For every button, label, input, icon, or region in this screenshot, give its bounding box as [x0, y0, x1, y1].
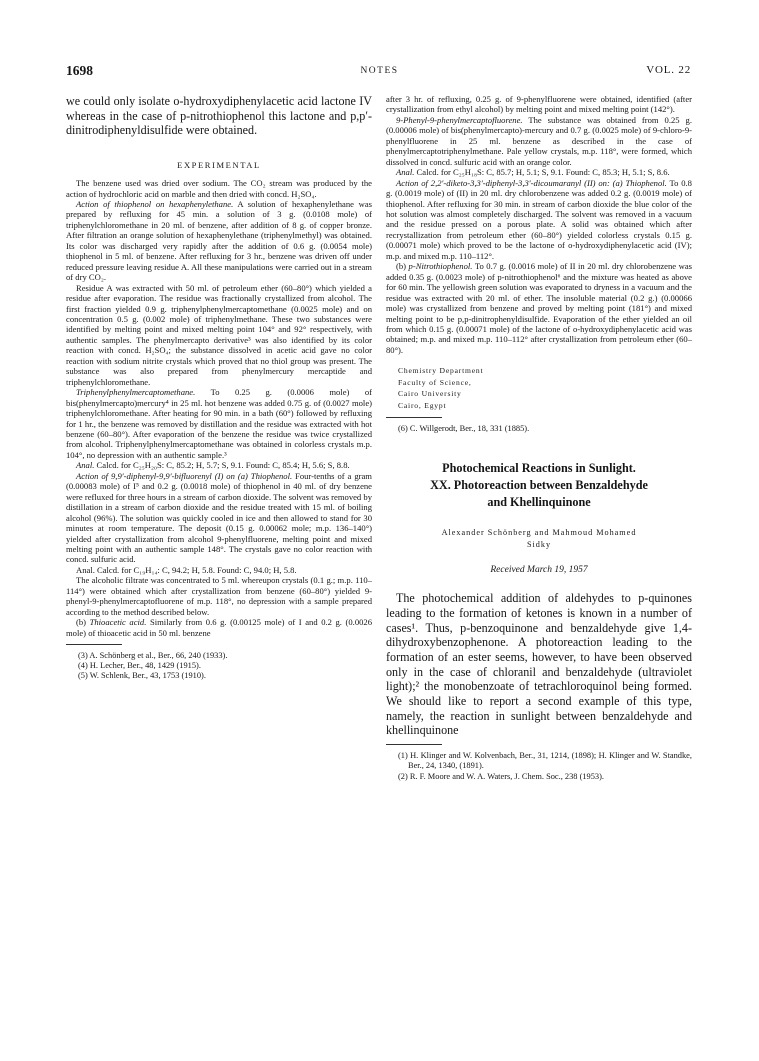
- paragraph: 9-Phenyl-9-phenylmercaptofluorene. The substance was obtained from 0.25 g. (0.00006 mole) of bis(phenylmercapto)-mercury and 0.7 g. (0.0025 mole) of 9-chloro-9-phenylfluorene in 25 ml. benzene as described in the case of phenylmercaptotriphenylmethane. Pale yellow crystals, m.p. 118°, were formed, which dissolved in concd. sulfuric acid with an orange color.: [386, 114, 692, 167]
- right-column: [386, 94, 692, 782]
- analysis-line: Anal. Calcd. for C₂₅H₂₀S: C, 85.2; H, 5.7; S, 9.1. Found: C, 85.4; H, 5.6; S, 8.8.: [76, 460, 350, 471]
- page-header: [0, 0, 759, 80]
- footnotes: [386, 424, 692, 434]
- paragraph: Action of 2,2′-diketo-3,3′-diphenyl-3,3′-dicoumaranyl (II) on: (a) Thiophenol. To 0.8 g. (0.0019 mole) of (II) in 20 ml. dry chlorobenzene was added 0.2 g. (0.0019 mole) of thiophenol. After refluxing for 30 min. in stream of carbon dioxide the blue color of the hot solution was almost completely discharged. The solvent was removed in a vacuum and the residue pressed on a porous plate. A solid was obtained which after recrystallization from petroleum ether (60–80°) yielded colorless crystals 0.15 g. (0.00071 mole) which proved to be the lactone of o-hydroxydiphenylacetic acid (IV); m.p. and mixed m.p. 110–112°.: [386, 177, 692, 261]
- body-paragraph: The photochemical addition of aldehydes to p-quinones leading to the formation of ketones is known in a number of cases¹. Thus, p-benzoquinone and benzaldehyde give 1,4-dihydroxybenzophenone. A photoreaction leading to the formation of an ester seems, however, to have been observed only in the case of chloranil and benzaldehyde (ultraviolet light);² the monobenzoate of tetrachloroquinol being formed. We should like to report a second example of this type, namely, the reaction in sunlight between benzaldehyde and khellinquinone: [386, 591, 692, 738]
- footnote-rule: [386, 744, 442, 745]
- paragraph-title: Thioacetic acid.: [89, 617, 147, 628]
- volume-label: VOL. 22: [646, 64, 691, 76]
- paragraph-title: p-Nitrothiophenol.: [408, 261, 473, 272]
- paragraph: Residue A was extracted with 50 ml. of petroleum ether (60–80°) which yielded a residue after evaporation. The residue was fractionally crystallized from alcohol. The first fraction yielded 0.9 g. triphenylphenylmercaptomethane (0.0025 mole) and on concentration 0.5 g. (0.002 mole) of triphenylmethane. These two substances were identified by melting point and mixed melting point 104° and 92° respectively, with authentic samples. The phenylmercapto derivative³ was also identified by its color reaction with concd. H₂SO₄; the substance dissolved in acetic acid gave no color reaction with sodium nitrite crystals which proved that no thiol group was present. The substance was also prepared from phenylmercury mercaptide and triphenylchloromethane.: [66, 282, 372, 387]
- paragraph-title: Action of 2,2′-diketo-3,3′-diphenyl-3,3′-dicoumaranyl (II) on: (a) Thiophenol.: [396, 177, 667, 188]
- footnote: (6) C. Willgerodt, Ber., 18, 331 (1885).: [398, 423, 530, 433]
- running-title: NOTES: [360, 66, 399, 76]
- affiliation-line: Cairo University: [398, 389, 462, 399]
- footnote: (2) R. F. Moore and W. A. Waters, J. Chem. Soc., 238 (1953).: [398, 771, 604, 781]
- footnote: (4) H. Lecher, Ber., 48, 1429 (1915).: [78, 661, 201, 671]
- article-title: Photochemical Reactions in Sunlight. XX. Photoreaction between Benzaldehyde and Khellinquinone: [430, 461, 648, 510]
- paragraph: after 3 hr. of refluxing, 0.25 g. of 9-phenylfluorene were obtained, identified (after crystallization from ethyl alcohol) by melting point and mixed melting point (142°).: [386, 94, 692, 115]
- affiliation-line: Faculty of Science,: [398, 377, 472, 387]
- paragraph-title: 9-Phenyl-9-phenylmercaptofluorene.: [396, 114, 523, 125]
- footnotes: [66, 651, 372, 682]
- paragraph: Triphenylphenylmercaptomethane. To 0.25 g. (0.0006 mole) of bis(phenylmercapto)mercury⁴ in 25 ml. hot benzene was added 0.75 g. of (0.0027 mole) triphenylchloromethane. After heating for 90 min. in a bath (60°) followed by refluxing for 1 hr., the benzene was removed by distillation and the residue was extracted with hot benzene (60–80°). After evaporation of the benzene the residue was twice crystallized from alcohol. Triphenylphenylmercaptomethane was obtained in colorless crystals m.p. 104°, no depression with an authentic sample.³: [66, 387, 372, 460]
- affiliation: [398, 365, 692, 411]
- paragraph: Action of thiophenol on hexaphenylethane. A solution of hexaphenylethane was prepared by refluxing for 45 min. a solution of 3 g. (0.0108 mole) of triphenylchloromethane in 20 ml. of benzene, after addition of 8 g. of copper bronze. After filtration an orange solution of hexaphenylethane (triphenylmethyl) was obtained. Its color was discharged very rapidly after the addition of 0.6 g. (0.0054 mole) thiophenol in 5 ml. of benzene. After refluxing for 3 hr., benzene was driven off under reduced pressure leaving residue A. All these manipulations were carried out in a stream of dry CO₂.: [66, 199, 372, 283]
- analysis-line: Anal. Calcd. for C₂₅H₁₈S: C, 85.7; H, 5.1; S, 9.1. Found: C, 85.3; H, 5.1; S, 8.6.: [396, 167, 670, 178]
- footnote-rule: [66, 644, 122, 645]
- footnote: (3) A. Schönberg et al., Ber., 66, 240 (1933).: [78, 651, 228, 661]
- intro-paragraph: we could only isolate o-hydroxydiphenylacetic acid lactone IV whereas in the case of p-nitrothiophenol this lactone and p,p′-dinitrodiphenyldisulfide were obtained.: [66, 94, 372, 138]
- paragraph-title: Action of 9,9′-diphenyl-9,9′-bifluorenyl (I) on (a) Thiophenol.: [76, 470, 293, 481]
- paragraph: Action of 9,9′-diphenyl-9,9′-bifluorenyl (I) on (a) Thiophenol. Four-tenths of a gram (0.00083 mole) of I⁵ and 0.2 g. (0.0018 mole) of thiophenol in 40 ml. of dry benzene were refluxed for three hours in a stream of carbon dioxide. The solvent was removed by distillation in a stream of carbon dioxide and the residue treated with 15 ml. of boiling alcohol (96%). The solution was quickly cooled in ice and then allowed to stand for 30 minutes at room temperature. The deposit (0.15 g. 0.00062 mole; m.p. 136–140°) yielded after crystallization from alcohol 9-phenylfluorene, melting point and mixed melting point with an authentic sample 148°. The crystals gave no color reaction with concd. sulfuric acid.: [66, 470, 372, 565]
- footnote: (1) H. Klinger and W. Kolvenbach, Ber., 31, 1214, (1898); H. Klinger and W. Standke, Ber., 24, 1340, (1891).: [398, 751, 692, 771]
- affiliation-line: Cairo, Egypt: [398, 400, 447, 410]
- paragraph: The benzene used was dried over sodium. The CO₂ stream was produced by the action of hydrochloric acid on marble and then dried with concd. H₂SO₄.: [66, 178, 372, 199]
- paragraph: The alcoholic filtrate was concentrated to 5 ml. whereupon crystals (0.1 g.; m.p. 110–114°) were obtained which after crystallization from benzene (60–80°) yielded 9-phenyl-9-phenylmercaptofluorene of m.p. 118°, no depression with a sample prepared according to the method described below.: [66, 575, 372, 617]
- page-number: 1698: [66, 63, 93, 78]
- paragraph-title: Triphenylphenylmercaptomethane.: [76, 387, 196, 398]
- affiliation-line: Chemistry Department: [398, 366, 484, 376]
- authors: Alexander Schönberg and Mahmoud Mohamed Sidky: [441, 528, 637, 550]
- footnote-rule: [386, 417, 442, 418]
- paragraph: (b) p-Nitrothiophenol. To 0.7 g. (0.0016 mole) of II in 20 ml. dry chlorobenzene was added 0.35 g. (0.0023 mole) of p-nitrothiophenol⁶ and the mixture was heated as above for 60 min. The yellowish green solution was evaporated to dryness in a vacuum and the residue was extracted with 20 ml. of ether. The insoluble material (0.2 g.) (0.00066 mole) was crystallized from benzene and proved by melting point (181°) and mixed melting point to be p,p-dinitrophenyldisulfide. Evaporation of the ether yielded an oil from which 0.15 g. (0.00071 mole) of the lactone of o-hydroxydiphenylacetic acid was obtained; m.p. and mixed m.p. 110–112° after crystallization from petroleum ether (60–80°).: [386, 261, 692, 355]
- paragraph-title: Action of thiophenol on hexaphenylethane.: [76, 199, 234, 210]
- paragraph: (b) Thioacetic acid. Similarly from 0.6 g. (0.00125 mole) of I and 0.2 g. (0.0026 mole) of thioacetic acid in 50 ml. benzene: [66, 617, 373, 638]
- footnote: (5) W. Schlenk, Ber., 43, 1753 (1910).: [78, 671, 206, 681]
- experimental-heading: EXPERIMENTAL: [177, 160, 261, 171]
- analysis-line: Anal. Calcd. for C₁₉H₁₄: C, 94.2; H, 5.8. Found: C, 94.0; H, 5.8.: [76, 564, 297, 575]
- received-date: Received March 19, 1957: [490, 565, 588, 576]
- left-column: [66, 94, 372, 682]
- footnotes: [386, 751, 692, 782]
